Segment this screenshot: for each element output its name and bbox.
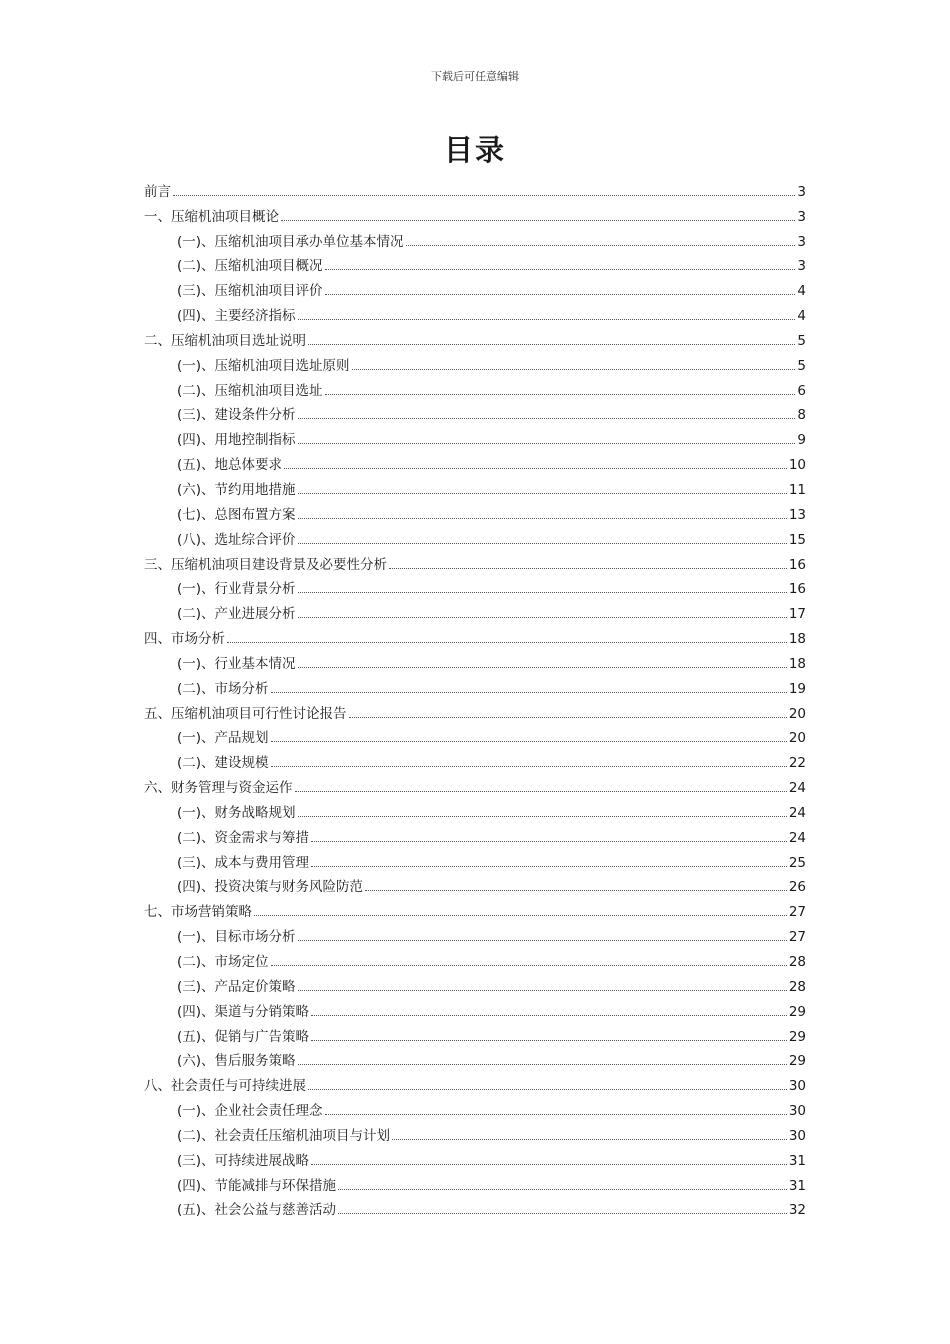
toc-entry[interactable] xyxy=(144,1194,806,1219)
toc-entry-label: 二、压缩机油项目选址说明 xyxy=(144,332,306,349)
toc-entry-label: (八)、选址综合评价 xyxy=(177,531,296,548)
toc-entry-page: 3 xyxy=(797,208,806,225)
toc-entry[interactable] xyxy=(144,771,806,796)
toc-entry-page: 3 xyxy=(797,233,806,250)
toc-entry-label: (四)、投资决策与财务风险防范 xyxy=(177,879,364,896)
toc-leader-dots xyxy=(227,641,787,643)
toc-entry[interactable] xyxy=(144,1069,806,1094)
toc-entry-label: (六)、售后服务策略 xyxy=(177,1053,296,1070)
toc-entry[interactable] xyxy=(144,622,806,647)
toc-leader-dots xyxy=(392,1138,787,1140)
toc-entry[interactable] xyxy=(144,523,806,548)
toc-entry-label: 八、社会责任与可持续进展 xyxy=(144,1078,306,1095)
toc-entry-label: (三)、产品定价策略 xyxy=(177,978,296,995)
toc-entry[interactable] xyxy=(144,423,806,448)
toc-leader-dots xyxy=(352,368,796,370)
toc-entry[interactable] xyxy=(144,647,806,672)
toc-entry-label: 前言 xyxy=(144,183,171,200)
toc-entry-label: (四)、渠道与分销策略 xyxy=(177,1003,310,1020)
toc-entry[interactable] xyxy=(144,895,806,920)
toc-entry[interactable] xyxy=(144,796,806,821)
toc-leader-dots xyxy=(173,194,795,196)
toc-entry-page: 9 xyxy=(797,432,806,449)
toc-leader-dots xyxy=(271,964,787,966)
toc-leader-dots xyxy=(365,889,787,891)
toc-leader-dots xyxy=(325,268,796,270)
toc-entry-page: 26 xyxy=(788,879,806,896)
toc-entry[interactable] xyxy=(144,697,806,722)
toc-entry[interactable] xyxy=(144,1169,806,1194)
toc-leader-dots xyxy=(298,542,787,544)
toc-entry[interactable] xyxy=(144,448,806,473)
toc-entry-label: 五、压缩机油项目可行性讨论报告 xyxy=(144,705,347,722)
toc-leader-dots xyxy=(298,666,787,668)
toc-entry[interactable] xyxy=(144,920,806,945)
toc-entry-page: 3 xyxy=(797,258,806,275)
toc-entry-label: (一)、目标市场分析 xyxy=(177,929,296,946)
toc-entry-label: (三)、可持续进展战略 xyxy=(177,1152,310,1169)
toc-entry-label: (五)、促销与广告策略 xyxy=(177,1028,310,1045)
header-note: 下载后可任意编辑 xyxy=(431,70,519,83)
toc-entry-label: (一)、行业基本情况 xyxy=(177,655,296,672)
toc-leader-dots xyxy=(298,1063,787,1065)
toc-entry[interactable] xyxy=(144,821,806,846)
toc-entry-label: (三)、成本与费用管理 xyxy=(177,854,310,871)
toc-leader-dots xyxy=(298,591,787,593)
toc-leader-dots xyxy=(298,517,787,519)
toc-leader-dots xyxy=(311,1014,787,1016)
toc-leader-dots xyxy=(325,393,796,395)
toc-entry[interactable] xyxy=(144,672,806,697)
toc-entry[interactable] xyxy=(144,225,806,250)
toc-entry-label: (四)、主要经济指标 xyxy=(177,308,296,325)
toc-entry-label: 六、财务管理与资金运作 xyxy=(144,780,293,797)
toc-leader-dots xyxy=(325,293,796,295)
toc-entry-label: (四)、用地控制指标 xyxy=(177,432,296,449)
toc-entry[interactable] xyxy=(144,573,806,598)
toc-entry-label: (二)、建设规模 xyxy=(177,755,269,772)
toc-entry[interactable] xyxy=(144,1094,806,1119)
toc-entry[interactable] xyxy=(144,1119,806,1144)
toc-leader-dots xyxy=(311,840,787,842)
toc-entry-page: 11 xyxy=(788,481,806,498)
toc-entry-page: 30 xyxy=(788,1078,806,1095)
toc-leader-dots xyxy=(338,1212,787,1214)
toc-entry-label: (一)、企业社会责任理念 xyxy=(177,1103,323,1120)
toc-entry-page: 17 xyxy=(788,606,806,623)
toc-entry-page: 4 xyxy=(797,283,806,300)
toc-entry[interactable] xyxy=(144,498,806,523)
toc-entry-page: 25 xyxy=(788,854,806,871)
toc-leader-dots xyxy=(284,467,787,469)
toc-entry-label: (一)、产品规划 xyxy=(177,730,269,747)
toc-leader-dots xyxy=(308,1088,787,1090)
toc-entry-page: 5 xyxy=(797,332,806,349)
toc-entry-label: (二)、资金需求与筹措 xyxy=(177,829,310,846)
toc-entry-label: (五)、社会公益与慈善活动 xyxy=(177,1202,337,1219)
toc-entry[interactable] xyxy=(144,746,806,771)
toc-entry-page: 32 xyxy=(788,1202,806,1219)
toc-entry-label: (二)、压缩机油项目选址 xyxy=(177,382,323,399)
toc-entry-page: 6 xyxy=(797,382,806,399)
toc-entry[interactable] xyxy=(144,473,806,498)
toc-leader-dots xyxy=(298,939,787,941)
toc-entry-label: (三)、压缩机油项目评价 xyxy=(177,283,323,300)
toc-leader-dots xyxy=(254,914,787,916)
toc-entry[interactable] xyxy=(144,945,806,970)
toc-entry[interactable] xyxy=(144,1144,806,1169)
toc-entry-label: (三)、建设条件分析 xyxy=(177,407,296,424)
toc-leader-dots xyxy=(406,244,796,246)
toc-leader-dots xyxy=(281,219,795,221)
toc-entry-page: 24 xyxy=(788,780,806,797)
toc-entry-page: 5 xyxy=(797,357,806,374)
toc-leader-dots xyxy=(298,442,796,444)
toc-entry-page: 16 xyxy=(788,556,806,573)
toc-leader-dots xyxy=(298,318,796,320)
toc-leader-dots xyxy=(325,1113,787,1115)
toc-entry-page: 20 xyxy=(788,730,806,747)
toc-leader-dots xyxy=(311,1039,787,1041)
toc-leader-dots xyxy=(389,567,787,569)
toc-entry[interactable] xyxy=(144,374,806,399)
toc-entry-page: 28 xyxy=(788,978,806,995)
toc-leader-dots xyxy=(298,815,787,817)
toc-leader-dots xyxy=(271,765,787,767)
page-title: 目录 xyxy=(443,133,506,167)
toc-entry[interactable] xyxy=(144,399,806,424)
toc-entry-label: (一)、财务战略规划 xyxy=(177,804,296,821)
toc-entry-label: (二)、产业进展分析 xyxy=(177,606,296,623)
toc-entry-label: (四)、节能减排与环保措施 xyxy=(177,1177,337,1194)
toc-entry-page: 13 xyxy=(788,506,806,523)
toc-entry-page: 31 xyxy=(788,1152,806,1169)
toc-entry[interactable] xyxy=(144,250,806,275)
toc-entry-label: 一、压缩机油项目概论 xyxy=(144,208,279,225)
toc-entry-page: 3 xyxy=(797,183,806,200)
toc-entry[interactable] xyxy=(144,349,806,374)
toc-entry-page: 15 xyxy=(788,531,806,548)
toc-leader-dots xyxy=(298,492,787,494)
toc-leader-dots xyxy=(298,989,787,991)
toc-leader-dots xyxy=(298,417,796,419)
toc-entry-page: 28 xyxy=(788,954,806,970)
toc-entry-page: 27 xyxy=(788,929,806,946)
toc-leader-dots xyxy=(271,740,787,742)
toc-entry[interactable] xyxy=(144,274,806,299)
toc-entry-page: 29 xyxy=(788,1053,806,1070)
toc-entry-page: 27 xyxy=(788,904,806,921)
toc-leader-dots xyxy=(349,716,787,718)
toc-entry[interactable] xyxy=(144,722,806,747)
toc-leader-dots xyxy=(311,1163,787,1165)
toc-entry-page: 29 xyxy=(788,1028,806,1045)
toc-entry-label: 七、市场营销策略 xyxy=(144,904,252,921)
toc-entry-page: 8 xyxy=(797,407,806,424)
toc-entry-label: (二)、市场定位 xyxy=(177,954,269,970)
table-of-contents xyxy=(144,175,806,1218)
toc-entry-page: 24 xyxy=(788,829,806,846)
toc-entry-label: (一)、压缩机油项目承办单位基本情况 xyxy=(177,233,404,250)
toc-entry[interactable] xyxy=(144,324,806,349)
toc-entry-page: 19 xyxy=(788,680,806,697)
toc-entry-label: (七)、总图布置方案 xyxy=(177,506,296,523)
toc-entry-label: (二)、社会责任压缩机油项目与计划 xyxy=(177,1127,391,1144)
toc-entry[interactable] xyxy=(144,548,806,573)
toc-entry-page: 29 xyxy=(788,1003,806,1020)
toc-entry-label: (一)、压缩机油项目选址原则 xyxy=(177,357,350,374)
toc-entry-page: 10 xyxy=(788,457,806,474)
toc-entry-page: 24 xyxy=(788,804,806,821)
toc-entry-label: (二)、压缩机油项目概况 xyxy=(177,258,323,275)
toc-entry[interactable] xyxy=(144,200,806,225)
toc-entry-page: 20 xyxy=(788,705,806,722)
toc-entry-page: 18 xyxy=(788,631,806,648)
toc-entry-label: (五)、地总体要求 xyxy=(177,457,283,474)
toc-entry[interactable] xyxy=(144,1045,806,1070)
toc-entry[interactable] xyxy=(144,846,806,871)
toc-leader-dots xyxy=(311,865,787,867)
toc-entry-label: 三、压缩机油项目建设背景及必要性分析 xyxy=(144,556,387,573)
toc-entry[interactable] xyxy=(144,175,806,200)
toc-leader-dots xyxy=(295,790,787,792)
toc-entry-label: (二)、市场分析 xyxy=(177,680,269,697)
toc-entry[interactable] xyxy=(144,995,806,1020)
toc-entry-label: (六)、节约用地措施 xyxy=(177,481,296,498)
toc-entry-label: 四、市场分析 xyxy=(144,631,225,648)
toc-entry-page: 22 xyxy=(788,755,806,772)
toc-entry-page: 4 xyxy=(797,308,806,325)
toc-leader-dots xyxy=(308,343,795,345)
toc-leader-dots xyxy=(271,691,787,693)
toc-entry-page: 31 xyxy=(788,1177,806,1194)
toc-entry[interactable] xyxy=(144,871,806,896)
toc-entry-page: 18 xyxy=(788,655,806,672)
toc-entry-label: (一)、行业背景分析 xyxy=(177,581,296,598)
toc-entry-page: 30 xyxy=(788,1127,806,1144)
toc-entry-page: 16 xyxy=(788,581,806,598)
toc-entry[interactable] xyxy=(144,299,806,324)
toc-leader-dots xyxy=(298,616,787,618)
toc-leader-dots xyxy=(338,1188,787,1190)
toc-entry[interactable] xyxy=(144,597,806,622)
toc-entry-page: 30 xyxy=(788,1103,806,1120)
toc-entry[interactable] xyxy=(144,970,806,995)
toc-entry[interactable] xyxy=(144,1020,806,1045)
